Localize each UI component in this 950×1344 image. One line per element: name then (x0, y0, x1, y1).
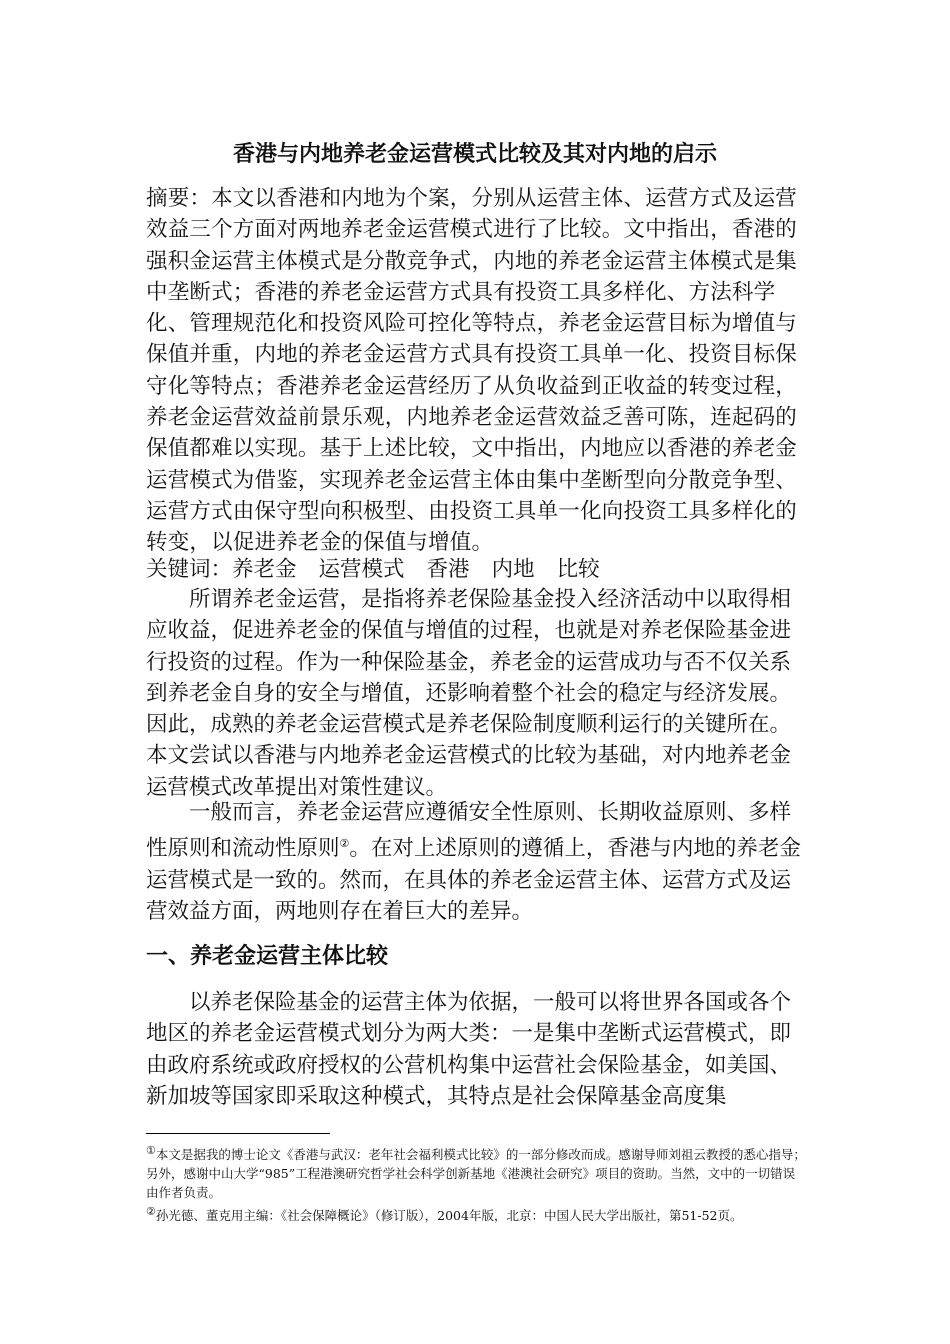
body-paragraph: 所谓养老金运营，是指将养老保险基金投入经济活动中以取得相应收益，促进养老金的保值与增值的过程，也就是对养老保险基金进行投资的过程。作为一种保险基金，养老金的运营成功与否不仅关系到养老金自身的安全与增值，还影响着整个社会的稳定与经济发展。因此，成熟的养老金运营模式是养老保险制度顺利运行的关键所在。本文尝试以香港与内地养老金运营模式的比较为基础，对内地养老金运营模式改革提出对策性建议。 (146, 587, 792, 800)
footnote (146, 1141, 806, 1202)
footnote-text: 孙光德、董克用主编：《社会保障概论》（修订版），2004年版，北京：中国人民大学出版社，第51-52页。 (155, 1208, 743, 1224)
body-paragraph: 以养老保险基金的运营主体为依据，一般可以将世界各国或各个地区的养老金运营模式划分为两大类：一是集中垄断式运营模式，即由政府系统或政府授权的公营机构集中运营社会保险基金，如美国、新加坡等国家即采取这种模式，其特点是社会保障基金高度集 (146, 990, 792, 1109)
section-heading: 一、养老金运营主体比较 (146, 944, 389, 969)
keyword: 养老金 (232, 557, 297, 582)
keyword: 运营模式 (318, 557, 405, 582)
keywords (146, 554, 810, 585)
footnotes (146, 1141, 806, 1225)
footnote (146, 1202, 806, 1225)
abstract: 摘要：本文以香港和内地为个案，分别从运营主体、运营方式及运营效益三个方面对两地养老金运营模式进行了比较。文中指出，香港的强积金运营主体模式是分散竞争式，内地的养老金运营主体模式是集中垄断式；香港的养老金运营方式具有投资工具多样化、方法科学化、管理规范化和投资风险可控化等特点，养老金运营目标为增值与保值并重，内地的养老金运营方式具有投资工具单一化、投资目标保守化等特点；香港养老金运营经历了从负收益到正收益的转变过程，养老金运营效益前景乐观，内地养老金运营效益乏善可陈，连起码的保值都难以实现。基于上述比较，文中指出，内地应以香港的养老金运营模式为借鉴，实现养老金运营主体由集中垄断型向分散竞争型、运营方式由保守型向积极型、由投资工具单一化向投资工具多样化的转变，以促进养老金的保值与增值。 (146, 186, 798, 556)
paragraph-text: 。在对上述原则的遵循上，香港与内地的养老金运营模式是一致的。然而，在具体的养老金运营主体、运营方式及运营效益方面，两地则存在着巨大的差异。 (146, 836, 801, 925)
footnote-mark: ① (146, 1144, 156, 1157)
body-paragraph (146, 797, 810, 927)
footnote-divider (146, 1133, 330, 1134)
keyword: 香港 (426, 557, 470, 582)
paper-title: 香港与内地养老金运营模式比较及其对内地的启示 (232, 142, 717, 167)
footnote-reference: ② (339, 837, 350, 851)
footnote-mark: ② (146, 1205, 156, 1219)
paragraph-text: 一般而言，养老金运营应遵循安全性原则、长期收益原则、多样性原则和流动性原则 (146, 800, 792, 862)
keyword: 比较 (556, 557, 600, 582)
footnote-text: 本文是据我的博士论文《香港与武汉：老年社会福利模式比较》的一部分修改而成。感谢导师刘祖云教授的悉心指导；另外，感谢中山大学“985”工程港澳研究哲学社会科学创新基地《港澳社会研究》项目的资助。当然，文中的一切错误由作者负责。 (146, 1147, 806, 1201)
keyword: 内地 (491, 557, 535, 582)
keywords-label: 关键词： (146, 557, 233, 582)
